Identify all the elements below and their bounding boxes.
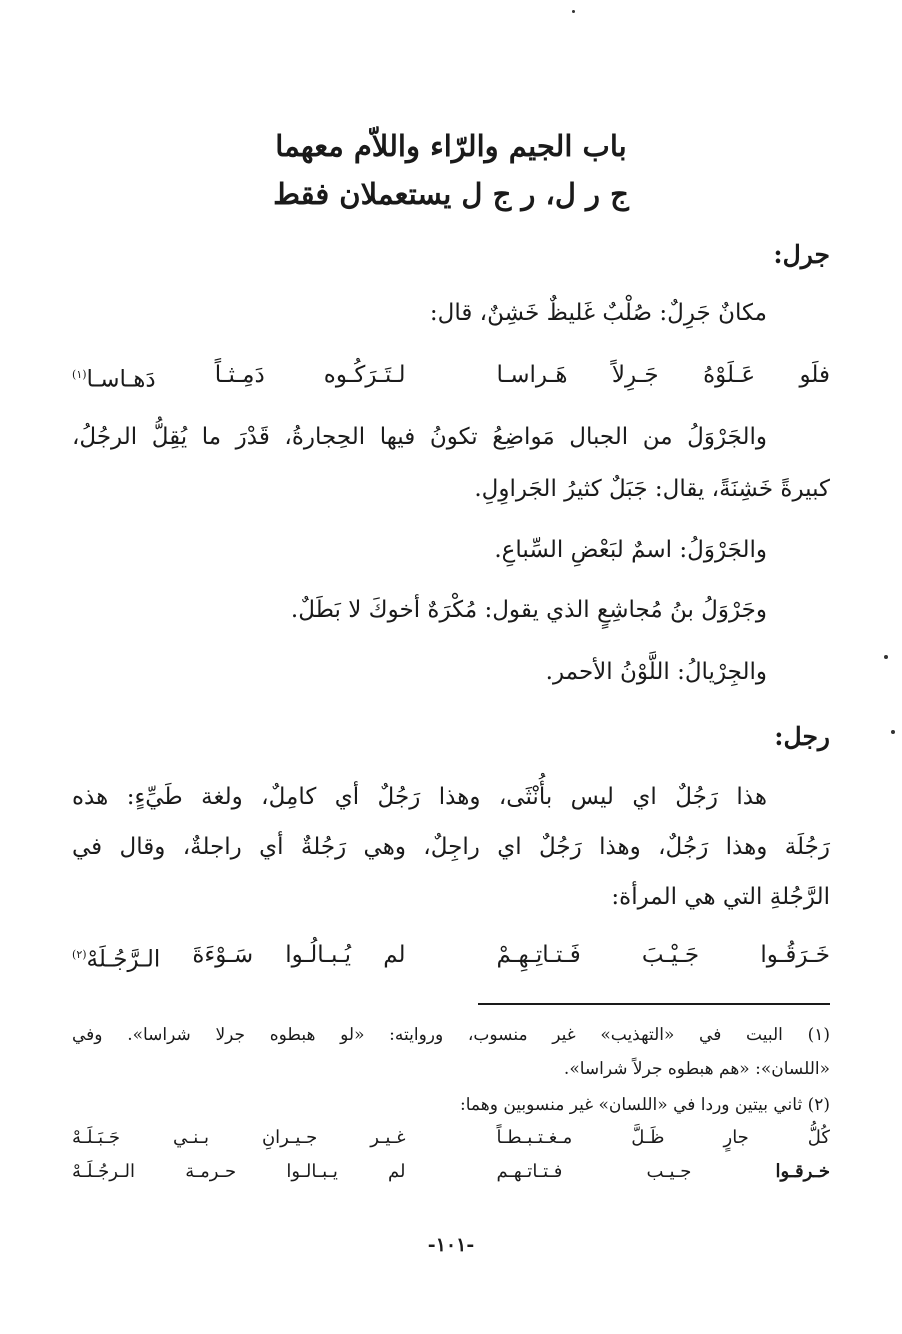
verse-word: لم xyxy=(388,1161,406,1182)
verse-word: خـرقـوا xyxy=(775,1161,830,1182)
entry-heading-rjl: رجل: xyxy=(774,722,830,751)
verse-last-word xyxy=(72,358,156,397)
verse-word: يـبـالـوا xyxy=(286,1161,338,1182)
verse-word: غـيـر xyxy=(370,1127,406,1148)
verse-word: بـنـي xyxy=(172,1127,209,1148)
verse-first-hemistich xyxy=(496,938,830,977)
verse-word: الـرَّجُـلَهْ xyxy=(86,946,161,973)
verse-second-hemistich xyxy=(72,938,406,977)
footnote-2: (٢) ثاني بيتين وردا في «اللسان» غير منسوبين وهما: xyxy=(460,1095,830,1115)
footnote-marker: (١) xyxy=(72,368,87,381)
footnote-verse xyxy=(72,1158,830,1186)
verse-word: الـرجُـلَـهْ xyxy=(72,1161,135,1182)
footnote-separator xyxy=(478,1003,830,1005)
verse-word: جـيـب xyxy=(646,1161,692,1182)
verse-word: يُـبـالُـوا xyxy=(285,942,352,968)
definition-line: هذا رَجُلٌ اي ليس بأُنْثَى، وهذا رَجُلٌ أي كامِلٌ، ولغة طَيِّءٍ: هذه xyxy=(72,784,767,810)
verse-word: جَـيْـبَ xyxy=(641,942,700,968)
scan-speck xyxy=(884,655,888,659)
poetry-verse xyxy=(72,358,830,397)
verse-word: لـتَـرَكُـوه xyxy=(323,362,406,388)
verse-word: فـتـاتـهـم xyxy=(496,1161,563,1182)
verse-first-hemistich xyxy=(496,1124,830,1152)
entry-heading-jrl: جرل: xyxy=(773,240,830,269)
verse-second-hemistich xyxy=(72,358,406,397)
scan-speck xyxy=(891,730,895,734)
verse-word: خَـرَقُـوا xyxy=(760,942,830,968)
verse-word: دَمِـثـاً xyxy=(214,362,265,388)
verse-word: ظَـلَّ xyxy=(631,1127,665,1148)
definition-line: والجَرْوَلُ: اسمٌ لبَعْضِ السِّباعِ. xyxy=(494,537,767,563)
verse-word: جَـبَـلَـهْ xyxy=(72,1127,121,1148)
poetry-verse xyxy=(72,938,830,977)
footnote-marker: (٢) xyxy=(72,948,87,961)
verse-first-hemistich xyxy=(496,1158,830,1186)
verse-word: حـرمـة xyxy=(185,1161,237,1182)
verse-word: كُلُّ xyxy=(807,1127,830,1148)
footnote-1-continued: «اللسان»: «هم هبطوه جرلاً شراسا». xyxy=(563,1059,830,1079)
definition-line: رَجُلَة وهذا رَجُلٌ، وهذا رَجُلٌ اي راجِلٌ، وهي رَجُلةٌ أي راجلةٌ، وقال في xyxy=(72,834,830,860)
definition-line: مكانٌ جَرِلٌ: صُلْبٌ غَليظٌ خَشِنٌ، قال: xyxy=(429,300,767,326)
page-number: -١٠١- xyxy=(427,1234,475,1256)
definition-line: الرَّجُلةِ التي هي المرأة: xyxy=(611,884,830,910)
chapter-subtitle: ج ر ل، ر ج ل يستعملان فقط xyxy=(273,177,629,211)
definition-line: وجَرْوَلُ بنُ مُجاشِعٍ الذي يقول: مُكْرَهٌ أخوكَ لا بَطَلٌ. xyxy=(290,597,767,623)
definition-line: والجَرْوَلُ من الجبال مَواضِعُ تكونُ فيها الحِجارةُ، قَدْرَ ما يُقِلُّ الرجُلُ، xyxy=(72,424,767,450)
verse-second-hemistich xyxy=(72,1124,406,1152)
footnote-1: (١) البيت في «التهذيب» غير منسوب، وروايته: «لو هبطوه جرلا شراسا». وفي xyxy=(72,1025,830,1045)
verse-word: جارٍ xyxy=(723,1127,749,1148)
scan-speck xyxy=(572,10,575,13)
definition-line: والجِرْيالُ: اللَّوْنُ الأحمر. xyxy=(545,659,767,685)
verse-word: فَـتـاتِـهِـمْ xyxy=(496,942,581,968)
verse-first-hemistich xyxy=(496,358,830,397)
verse-word: جـيـرانِ xyxy=(261,1127,318,1148)
verse-word: مـغـتـبـطـاً xyxy=(496,1127,573,1148)
verse-word: فلَو xyxy=(799,362,830,388)
definition-line: كبيرةً خَشِنَةً، يقال: جَبَلٌ كثيرُ الجَراوِلِ. xyxy=(474,476,830,502)
verse-last-word xyxy=(72,938,160,977)
verse-second-hemistich xyxy=(72,1158,406,1186)
verse-word: سَـوْءَةَ xyxy=(192,942,254,968)
verse-word: هَـراسـا xyxy=(496,362,568,388)
verse-word: جَـرِلاً xyxy=(611,362,659,388)
verse-word: دَهـاسـا xyxy=(86,366,156,393)
verse-word: عَـلَوْهُ xyxy=(703,362,756,388)
footnote-verse xyxy=(72,1124,830,1152)
verse-word: لم xyxy=(383,942,406,968)
chapter-title: باب الجيم والرّاء واللاّم معهما xyxy=(275,129,627,163)
